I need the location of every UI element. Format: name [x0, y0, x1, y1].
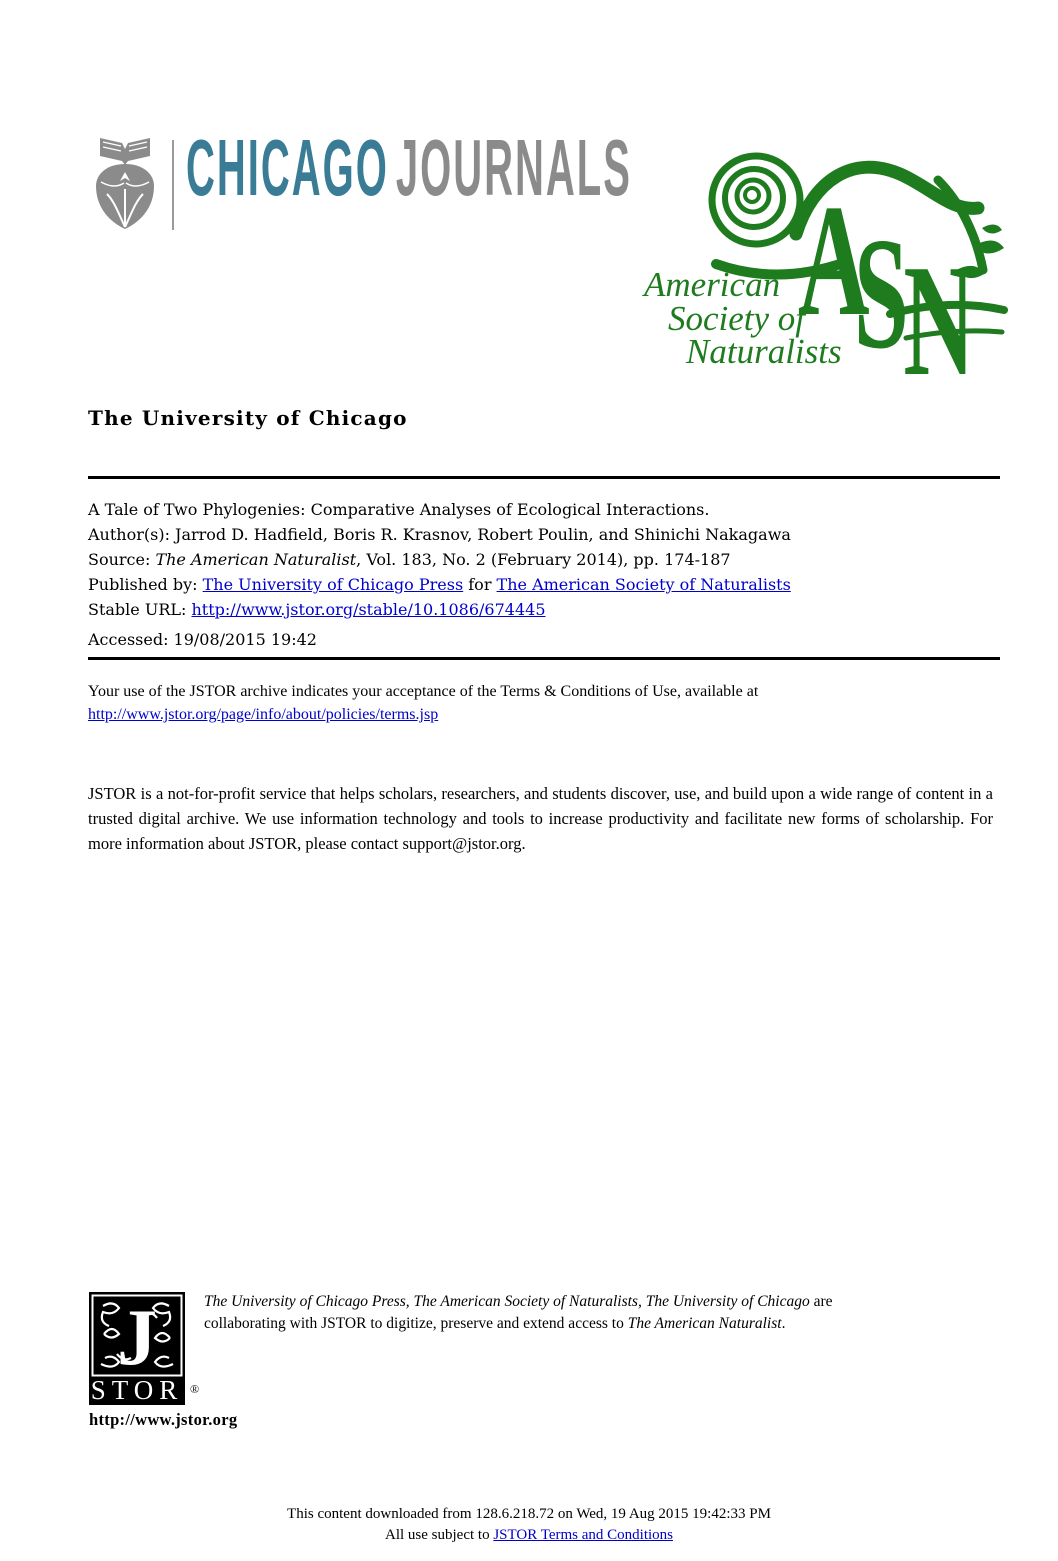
source-journal: The American Naturalist [155, 550, 357, 569]
phoenix-book-icon [88, 134, 162, 232]
registered-trademark-symbol: ® [190, 1382, 200, 1396]
footer-terms-link[interactable]: JSTOR Terms and Conditions [493, 1527, 673, 1543]
accessed-line: Accessed: 19/08/2015 19:42 [88, 630, 317, 649]
source-line [88, 547, 1018, 572]
source-label: Source: [88, 550, 156, 569]
asn-letter-n: N [903, 230, 976, 380]
published-by-label: Published by: [88, 575, 203, 594]
publisher-heading: The University of Chicago [88, 406, 408, 430]
terms-link[interactable]: http://www.jstor.org/page/info/about/policies/terms.jsp [88, 706, 439, 723]
chicago-journals-wordmark [186, 123, 632, 212]
collaboration-line-2: collaborating with JSTOR to digitize, preserve and extend access to The American Naturalist. [204, 1315, 786, 1332]
logo-divider [172, 140, 174, 230]
asn-letter-a: A [797, 170, 870, 349]
journals-wordmark-text: JOURNALS [395, 123, 632, 212]
asn-line-naturalists: Naturalists [686, 332, 842, 371]
rule-top [88, 476, 1000, 479]
authors-line [88, 522, 1018, 547]
terms-notice [88, 680, 968, 726]
page-footer [0, 1504, 1058, 1546]
jstor-logo-j: J [117, 1294, 157, 1382]
asn-line-society-of: Society of [668, 299, 806, 338]
publisher-link[interactable]: The University of Chicago Press [202, 575, 464, 594]
society-link[interactable]: The American Society of Naturalists [496, 575, 791, 594]
collab-orgs: The University of Chicago Press, The American Society of Naturalists, The University of Chicago [204, 1293, 810, 1310]
jstor-url: http://www.jstor.org [89, 1410, 238, 1429]
terms-text: Your use of the JSTOR archive indicates your acceptance of the Terms & Conditions of Use, available at [88, 683, 759, 700]
asn-line-american: American [644, 265, 781, 304]
use-subject-line: All use subject to JSTOR Terms and Conditions [385, 1527, 673, 1543]
download-stamp: This content downloaded from 128.6.218.72 on Wed, 19 Aug 2015 19:42:33 PM [287, 1506, 771, 1522]
authors-label: Author(s): [88, 525, 176, 544]
collab-journal: The American Naturalist [627, 1315, 782, 1332]
stable-url-link[interactable]: http://www.jstor.org/stable/10.1086/674445 [191, 600, 546, 619]
collaboration-note [204, 1291, 964, 1335]
rule-bottom [88, 657, 1000, 660]
source-detail: , Vol. 183, No. 2 (February 2014), pp. 174-187 [356, 550, 731, 569]
stable-url-label: Stable URL: [88, 600, 192, 619]
jstor-logo-icon [89, 1292, 185, 1405]
article-title: A Tale of Two Phylogenies: Comparative Analyses of Ecological Interactions. [88, 500, 710, 519]
asn-logo [638, 142, 1008, 380]
about-jstor-paragraph: JSTOR is a not-for-profit service that helps scholars, researchers, and students discover, use, and build upon a wide range of content in a trusted digital archive. We use information technology and tools to increase productivity and facilitate new forms of scholarship. For more information about JSTOR, please contact support@jstor.org. [88, 783, 993, 853]
publisher-conjunction: for [463, 575, 497, 594]
citation-block [88, 497, 1018, 652]
stable-url-line [88, 597, 1018, 622]
authors-names: Jarrod D. Hadfield, Boris R. Krasnov, Robert Poulin, and Shinichi Nakagawa [175, 525, 791, 544]
jstor-logo-stor: STOR [90, 1375, 184, 1405]
collaboration-line-1: The University of Chicago Press, The American Society of Naturalists, The University of Chicago are [204, 1293, 833, 1310]
chicago-wordmark-text: CHICAGO [186, 123, 389, 212]
asn-letter-s: S [853, 203, 909, 380]
published-by-line [88, 572, 1018, 597]
